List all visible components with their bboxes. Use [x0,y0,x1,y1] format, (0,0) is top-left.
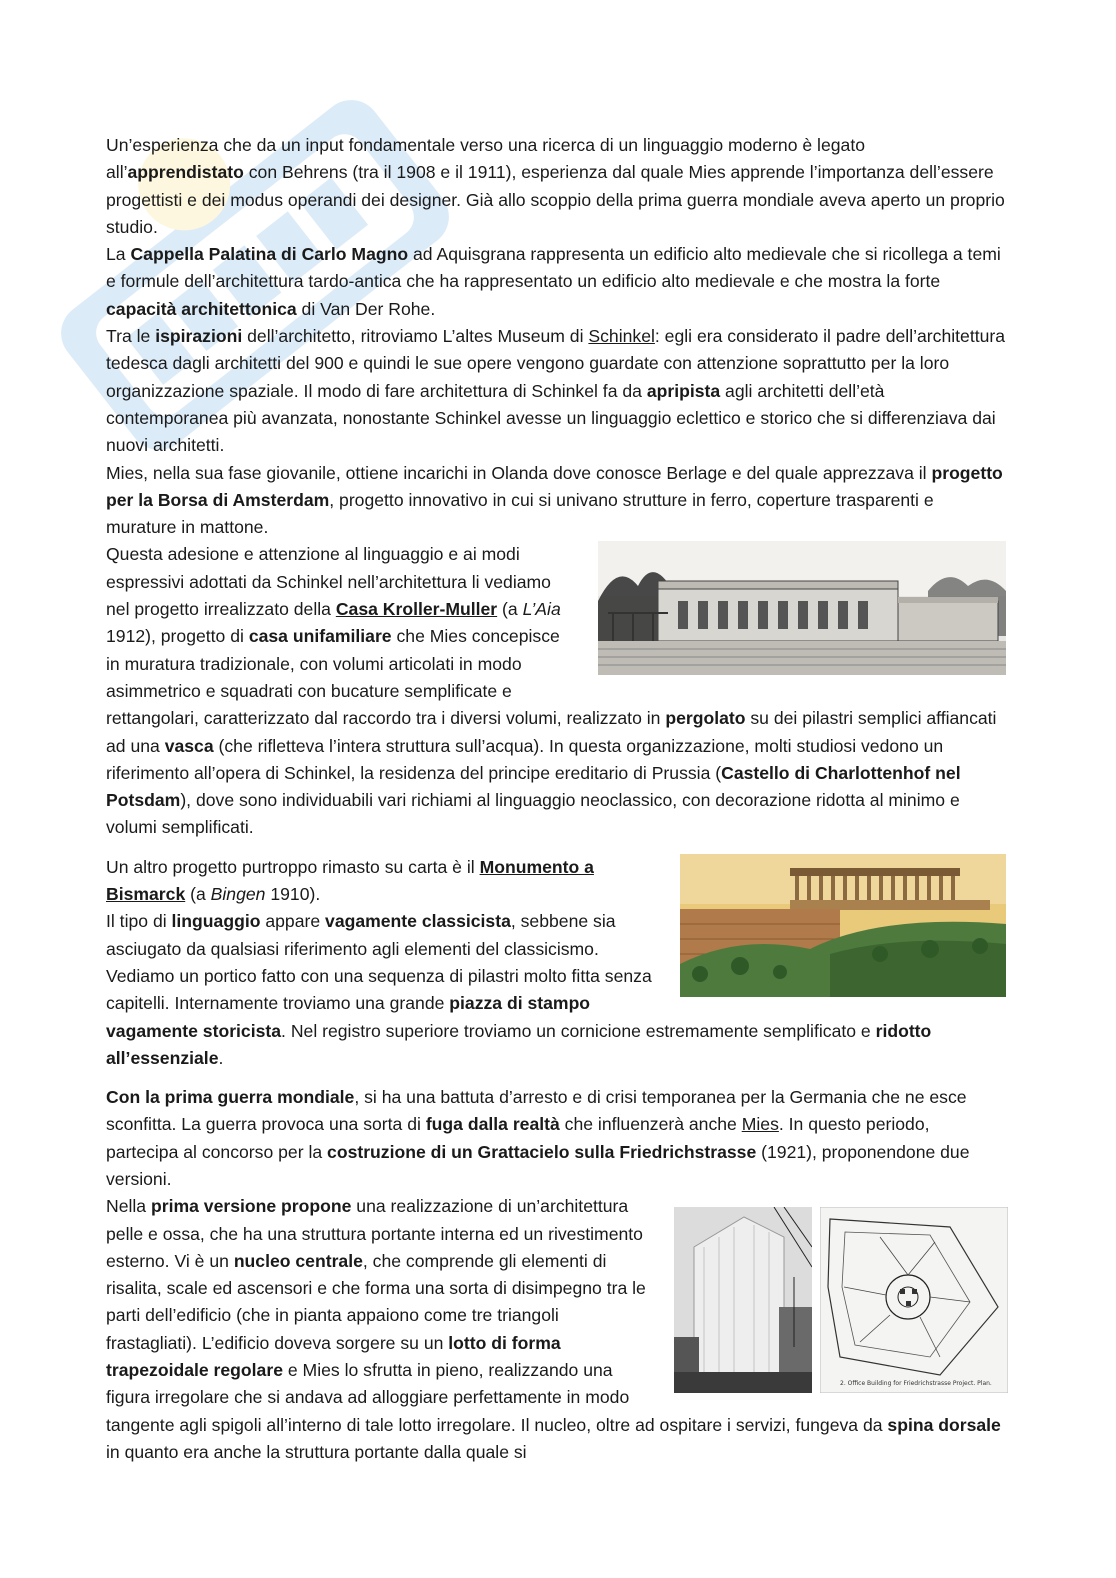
text-run: Nella [106,1196,151,1217]
text-run: costruzione di un Grattacielo sulla Friedrichstrasse [327,1141,757,1162]
text-run: Con la prima guerra mondiale [106,1087,355,1108]
text-run: appare [260,911,326,932]
text-run: prima versione propone [150,1196,352,1217]
text-run: e Mies lo sfrutta in pieno, realizzando una figura irregolare che si andava ad alloggiare perfettamente in modo tangente agli spigoli all’interno di tale lotto irregolare. Il nucleo, oltre ad ospitare i servizi, fungeva da [106,1360,888,1435]
text-run: La [106,244,131,265]
text-run: Schinkel [588,326,655,347]
grattacielo-friedrichstrasse-images [674,1207,1010,1393]
text-run: ridotto all’essenziale [106,1020,932,1068]
text-run: Cappella Palatina di Carlo Magno [130,244,409,265]
paragraph [106,241,1006,323]
text-run: Questa adesione e attenzione al linguaggio e ai modi espressivi adottati da Schinkel nell’architettura li vediamo nel progetto irrealizzato della [106,544,551,620]
text-run: , che comprende gli elementi di risalita, scale ed ascensori e che forma una sorta di disimpegno tra le parti dell’edificio (che in pianta appaiono come tre triangoli frastagliati). L’edificio doveva sorgere su un [106,1250,646,1353]
text-run: Mies [741,1114,779,1135]
text-run: casa unifamiliare [248,626,392,647]
text-run: Monumento a Bismarck [106,856,594,905]
text-run: ispirazioni [155,326,243,347]
text-run: apripista [646,380,721,401]
text-run: Tra le [106,326,156,347]
text-run: (a [497,599,523,620]
text-run: Un altro progetto purtroppo rimasto su carta è il [106,856,480,877]
text-run: , sebbene sia asciugato da qualsiasi riferimento agli elementi del classicismo. Vediamo un portico fatto con una sequenza di pilastri molto fitta senza capitelli. Internamente troviamo una grande [106,911,652,1014]
text-run: una realizzazione di un’architettura pelle e ossa, che ha una struttura portante interna ed un rivestimento esterno. Vi è un [106,1196,643,1271]
text-run: con Behrens (tra il 1908 e il 1911), esperienza dal quale Mies apprende l’importanza dell’essere progettisti e dei modus operandi dei designer. Già allo scoppio della prima guerra mondiale aveva aperto un proprio studio. [106,162,1005,237]
paragraph [106,1084,1006,1193]
text-run: Mies, nella sua fase giovanile, ottiene incarichi in Olanda dove conosce Berlage e del quale apprezzava il [106,462,932,483]
text-run: piazza di stampo vagamente storicista [106,993,591,1041]
text-run: dell’architetto, ritroviamo L’altes Museum di [242,326,589,347]
text-run: pergolato [665,708,746,729]
text-run: che Mies concepisce in muratura tradizionale, con volumi articolati in modo asimmetrico e squadrati con bucature semplificate e rettangolari, caratterizzato dal raccordo tra i diversi volumi, realizzato in [106,626,666,729]
casa-kroller-muller-image [598,541,1006,675]
text-run: vasca [164,735,214,756]
text-run: progetto per la Borsa di Amsterdam [106,462,1003,510]
text-run: apprendistato [127,162,244,183]
text-run: di Van Der Rohe. [296,298,436,319]
text-run: Un’esperienza che da un input fondamentale verso una ricerca di un linguaggio moderno è legato all’ [106,135,865,183]
text-run: . [218,1047,224,1068]
text-run: , progetto innovativo in cui si univano strutture in ferro, coperture trasparenti e murature in mattone. [106,489,934,538]
text-run: ad Aquisgrana rappresenta un edificio alto medievale che si ricollega a temi e formule dell’architettura tardo-antica che ha rappresentato un edificio alto medievale e che mostra la forte [106,244,1001,292]
text-run: agli architetti dell’età contemporanea più avanzata, nonostante Schinkel avesse un linguaggio eclettico e storico che si differenziava dai nuovi architetti. [106,380,996,456]
text-run: in quanto era anche la struttura portante dalla quale si [106,1441,527,1462]
text-run: capacità architettonica [106,298,297,319]
text-run: Casa Kroller-Muller [335,599,498,620]
text-run: . In questo periodo, partecipa al concorso per la [106,1114,930,1162]
text-run: (che rifletteva l’intera struttura sull’acqua). In questa organizzazione, molti studiosi vedono un riferimento all’opera di Schinkel, la residenza del principe ereditario di Prussia ( [106,735,944,783]
text-run: su dei pilastri semplici affiancati ad una [106,708,997,756]
plan-caption: 2. Office Building for Friedrichstrasse Project. Plan. [840,1380,992,1388]
text-run: vagamente classicista [325,911,511,932]
skyscraper-photo [674,1207,812,1393]
text-run: fuga dalla realtà [425,1114,560,1135]
text-run: 1910). [265,884,321,905]
paragraph [106,132,1006,241]
text-run: Il tipo di [106,911,172,932]
text-run: . Nel registro superiore troviamo un cornicione estremamente semplificato e [281,1020,876,1041]
text-run: : egli era considerato il padre dell’architettura tedesca dagli architetti del 900 e quindi le sue opere vengono guardate con attenzione soprattutto per la loro organizzazione spaziale. Il modo di fare architettura di Schinkel fa da [106,326,1006,401]
monumento-bismarck-image [680,854,1006,997]
text-run: linguaggio [171,911,261,932]
text-run: spina dorsale [887,1414,1001,1435]
body-text [106,132,1006,1466]
text-run: ), dove sono individuabili vari richiami al linguaggio neoclassico, con decorazione ridotta al minimo e volumi semplificati. [106,790,960,838]
text-run: Castello di Charlottenhof nel Potsdam [106,762,961,811]
text-run: L’Aia [522,599,561,620]
text-run: lotto di forma trapezoidale regolare [106,1332,561,1381]
text-run: che influenzerà anche [559,1114,742,1135]
skyscraper-plan-drawing [820,1207,1008,1393]
text-run: Bingen [210,884,266,905]
text-run: nucleo centrale [233,1250,363,1271]
paragraph [106,460,1006,542]
paragraph [106,323,1006,459]
text-run: (1921), proponendone due versioni. [106,1141,970,1189]
text-run: 1912), progetto di [106,626,249,647]
text-run: (a [185,884,211,905]
text-run: , si ha una battuta d’arresto e di crisi temporanea per la Germania che ne esce sconfitta. La guerra provoca una sorta di [106,1087,967,1135]
